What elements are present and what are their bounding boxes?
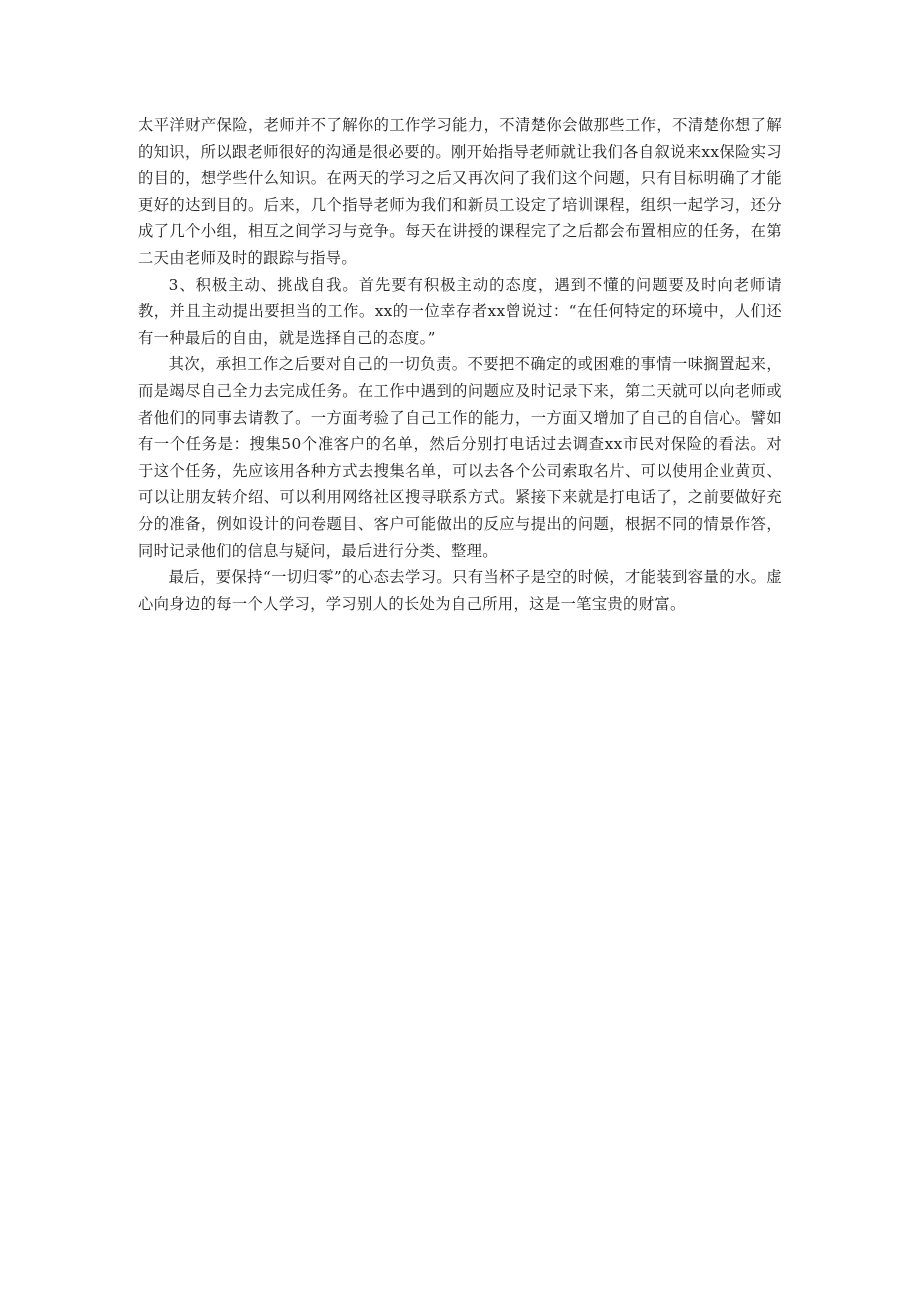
paragraph-finally: 最后，要保持“一切归零”的心态去学习。只有当杯子是空的时候，才能装到容量的水。虚心向身边的每一个人学习，学习别人的长处为自己所用，这是一笔宝贵的财富。 (138, 568, 782, 613)
paragraph-intro-continuation: 太平洋财产保险，老师并不了解你的工作学习能力，不清楚你会做那些工作，不清楚你想了解的知识，所以跟老师很好的沟通是很必要的。刚开始指导老师就让我们各自叙说来xx保险实习的目的，想学些什么知识。在两天的学习之后又再次问了我们这个问题，只有目标明确了才能更好的达到目的。后来，几个指导老师为我们和新员工设定了培训课程，组织一起学习，还分成了几个小组，相互之间学习与竞争。每天在讲授的课程完了之后都会布置相应的任务，在第二天由老师及时的跟踪与指导。 (138, 116, 782, 267)
paragraph-secondly: 其次，承担工作之后要对自己的一切负责。不要把不确定的或困难的事情一味搁置起来，而是竭尽自己全力去完成任务。在工作中遇到的问题应及时记录下来，第二天就可以向老师或者他们的同事去请教了。一方面考验了自己工作的能力，一方面又增加了自己的自信心。譬如有一个任务是：搜集50个准客户的名单，然后分别打电话过去调查xx市民对保险的看法。对于这个任务，先应该用各种方式去搜集名单，可以去各个公司索取名片、可以使用企业黄页、可以让朋友转介绍、可以利用网络社区搜寻联系方式。紧接下来就是打电话了，之前要做好充分的准备，例如设计的问卷题目、客户可能做出的反应与提出的问题，根据不同的情景作答，同时记录他们的信息与疑问，最后进行分类、整理。 (138, 355, 782, 560)
document-body (138, 112, 782, 617)
paragraph-point-3: 3、积极主动、挑战自我。首先要有积极主动的态度，遇到不懂的问题要及时向老师请教，并且主动提出要担当的工作。xx的一位幸存者xx曾说过：“在任何特定的环境中，人们还有一种最后的自由，就是选择自己的态度。” (138, 275, 782, 347)
